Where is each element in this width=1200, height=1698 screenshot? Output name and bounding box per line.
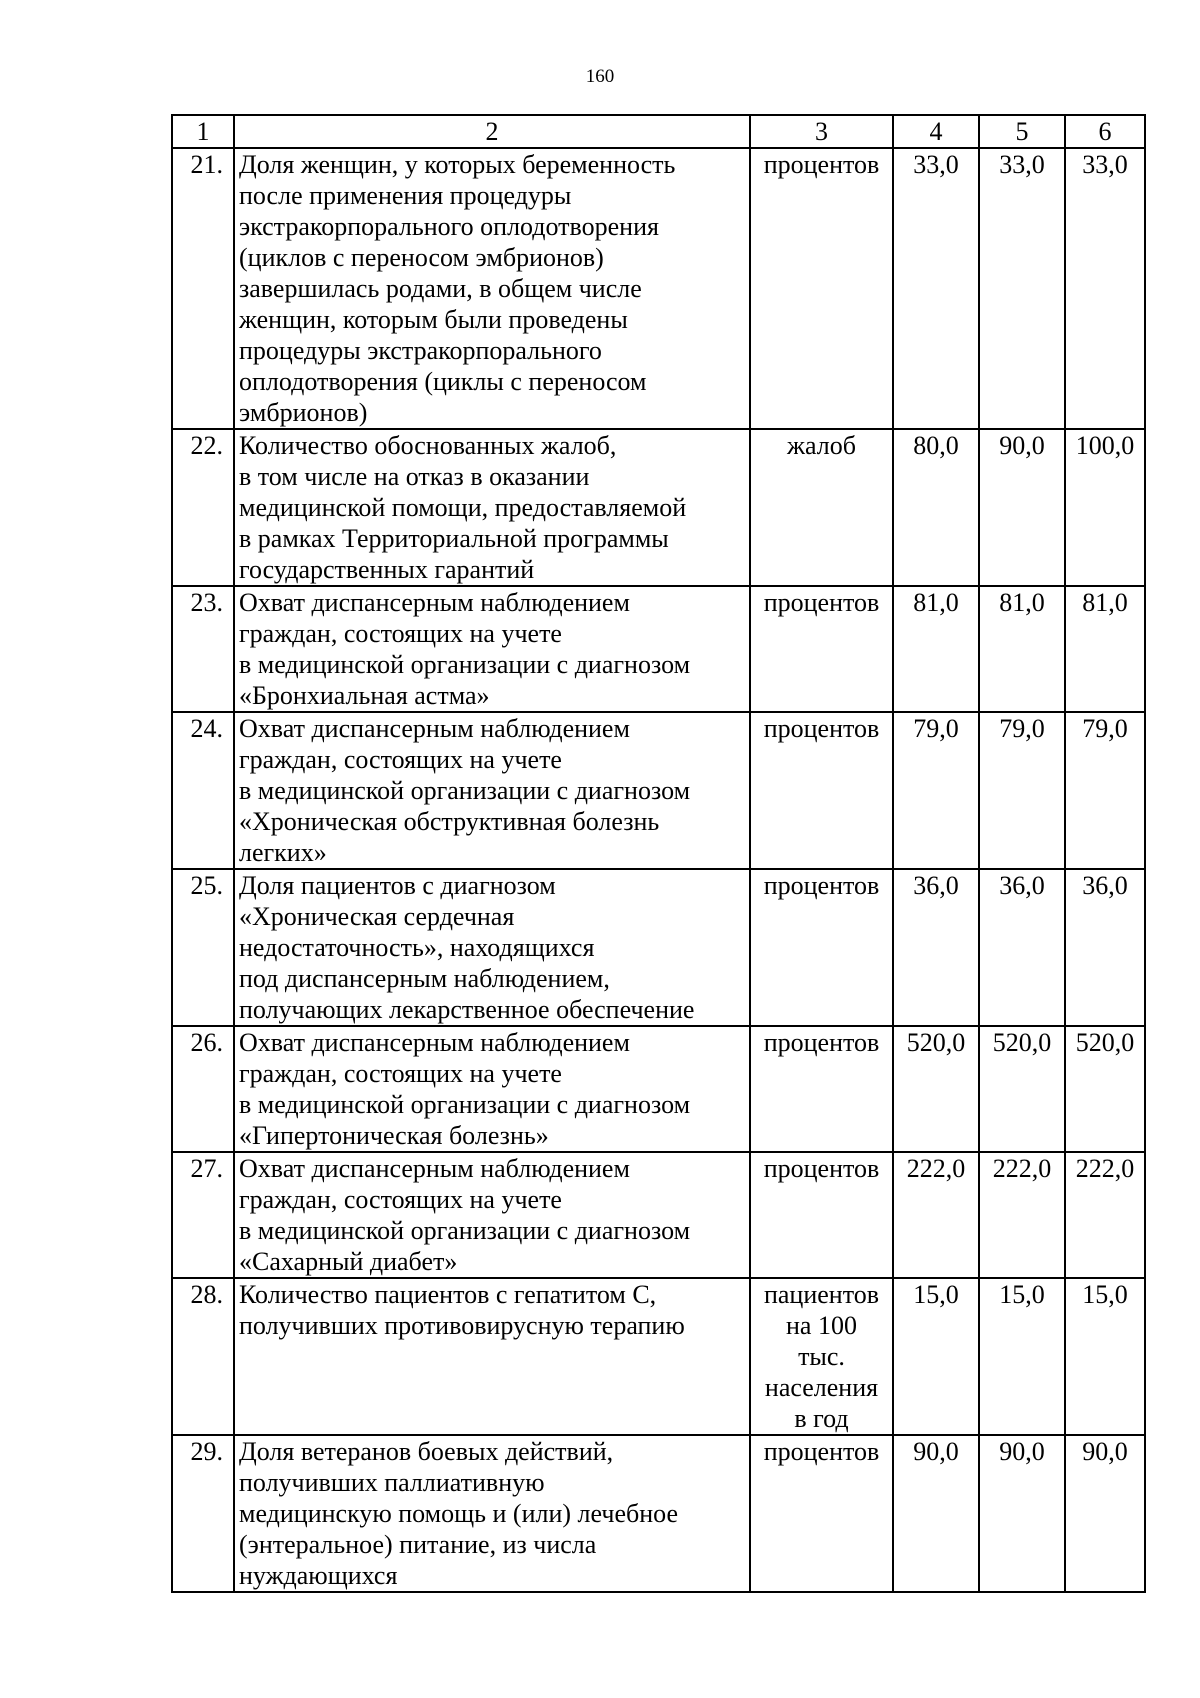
table-row — [172, 712, 1145, 869]
indicator-text-line: медицинскую помощь и (или) лечебное — [239, 1499, 679, 1528]
indicator-text-line: недостаточность», находящихся — [239, 933, 595, 962]
page-number: 160 — [585, 66, 615, 87]
indicators-table — [171, 114, 1146, 1593]
table-row — [172, 869, 1145, 1026]
table-row — [172, 429, 1145, 586]
indicator-text — [234, 586, 750, 712]
indicator-text-line: в медицинской организации с диагнозом — [239, 650, 691, 679]
table-header-row — [172, 115, 1145, 148]
value-col-4: 15,0 — [893, 1278, 979, 1435]
unit-of-measure — [750, 1278, 893, 1435]
row-number: 27. — [172, 1152, 234, 1278]
indicator-text-line: «Сахарный диабет» — [239, 1247, 458, 1276]
header-cell-6: 6 — [1065, 115, 1145, 148]
unit-line: пациентов — [763, 1280, 880, 1309]
unit-of-measure — [750, 148, 893, 429]
indicator-text-line: легких» — [239, 838, 327, 867]
indicator-text-line: получающих лекарственное обеспечение — [239, 995, 695, 1024]
indicator-text-line: оплодотворения (циклы с переносом — [239, 367, 647, 396]
value-col-4: 81,0 — [893, 586, 979, 712]
indicator-text-line: Охват диспансерным наблюдением — [239, 1028, 630, 1057]
value-col-6: 36,0 — [1065, 869, 1145, 1026]
indicator-text — [234, 869, 750, 1026]
indicator-text-line: Охват диспансерным наблюдением — [239, 1154, 630, 1183]
unit-line: процентов — [763, 1154, 880, 1183]
unit-line: населения — [764, 1373, 879, 1402]
row-number: 25. — [172, 869, 234, 1026]
unit-line: тыс. — [798, 1342, 845, 1371]
indicator-text — [234, 429, 750, 586]
unit-line: процентов — [763, 871, 880, 900]
value-col-5: 79,0 — [979, 712, 1065, 869]
indicator-text-line: медицинской помощи, предоставляемой — [239, 493, 687, 522]
indicator-text-line: «Хроническая сердечная — [239, 902, 515, 931]
table-row — [172, 148, 1145, 429]
value-col-4: 33,0 — [893, 148, 979, 429]
row-number: 23. — [172, 586, 234, 712]
row-number: 26. — [172, 1026, 234, 1152]
indicator-text-line: Количество обоснованных жалоб, — [239, 431, 617, 460]
value-col-5: 81,0 — [979, 586, 1065, 712]
indicator-text-line: в медицинской организации с диагнозом — [239, 776, 691, 805]
row-number: 21. — [172, 148, 234, 429]
value-col-6: 90,0 — [1065, 1435, 1145, 1592]
unit-line: процентов — [763, 588, 880, 617]
value-col-6: 79,0 — [1065, 712, 1145, 869]
indicator-text-line: женщин, которым были проведены — [239, 305, 628, 334]
unit-of-measure — [750, 586, 893, 712]
unit-line: процентов — [763, 1028, 880, 1057]
value-col-6: 15,0 — [1065, 1278, 1145, 1435]
indicator-text-line: (энтеральное) питание, из числа — [239, 1530, 597, 1559]
indicator-text-line: эмбрионов) — [239, 398, 368, 427]
value-col-4: 520,0 — [893, 1026, 979, 1152]
value-col-5: 36,0 — [979, 869, 1065, 1026]
header-cell-3: 3 — [750, 115, 893, 148]
indicator-text-line: получивших паллиативную — [239, 1468, 545, 1497]
value-col-5: 33,0 — [979, 148, 1065, 429]
indicator-text — [234, 1278, 750, 1435]
table-row — [172, 1278, 1145, 1435]
indicator-text-line: граждан, состоящих на учете — [239, 619, 562, 648]
header-cell-5: 5 — [979, 115, 1065, 148]
indicator-text-line: граждан, состоящих на учете — [239, 1059, 562, 1088]
row-number: 24. — [172, 712, 234, 869]
value-col-6: 81,0 — [1065, 586, 1145, 712]
value-col-6: 222,0 — [1065, 1152, 1145, 1278]
indicator-text-line: Доля ветеранов боевых действий, — [239, 1437, 614, 1466]
indicator-text — [234, 712, 750, 869]
unit-line: процентов — [763, 1437, 880, 1466]
header-cell-1: 1 — [172, 115, 234, 148]
indicator-text-line: получивших противовирусную терапию — [239, 1311, 685, 1340]
value-col-5: 90,0 — [979, 429, 1065, 586]
indicator-text-line: Доля пациентов с диагнозом — [239, 871, 556, 900]
unit-of-measure — [750, 429, 893, 586]
unit-of-measure — [750, 1152, 893, 1278]
unit-line: процентов — [763, 714, 880, 743]
indicator-text-line: процедуры экстракорпорального — [239, 336, 602, 365]
unit-line: процентов — [763, 150, 880, 179]
indicator-text-line: в медицинской организации с диагнозом — [239, 1216, 691, 1245]
indicator-text-line: Количество пациентов с гепатитом С, — [239, 1280, 657, 1309]
table-row — [172, 1152, 1145, 1278]
indicator-text — [234, 1152, 750, 1278]
value-col-4: 80,0 — [893, 429, 979, 586]
indicator-text-line: «Хроническая обструктивная болезнь — [239, 807, 660, 836]
value-col-4: 79,0 — [893, 712, 979, 869]
row-number: 28. — [172, 1278, 234, 1435]
indicator-text-line: завершилась родами, в общем числе — [239, 274, 642, 303]
indicator-text-line: Доля женщин, у которых беременность — [239, 150, 676, 179]
indicator-text-line: Охват диспансерным наблюдением — [239, 714, 630, 743]
value-col-6: 33,0 — [1065, 148, 1145, 429]
indicator-text-line: «Гипертоническая болезнь» — [239, 1121, 549, 1150]
indicator-text-line: (циклов с переносом эмбрионов) — [239, 243, 604, 272]
indicator-text-line: «Бронхиальная астма» — [239, 681, 490, 710]
table-row — [172, 586, 1145, 712]
indicator-text-line: под диспансерным наблюдением, — [239, 964, 610, 993]
value-col-5: 90,0 — [979, 1435, 1065, 1592]
unit-line: в год — [794, 1404, 849, 1433]
value-col-5: 222,0 — [979, 1152, 1065, 1278]
value-col-6: 100,0 — [1065, 429, 1145, 586]
value-col-5: 520,0 — [979, 1026, 1065, 1152]
indicator-text-line: в том числе на отказ в оказании — [239, 462, 590, 491]
value-col-4: 90,0 — [893, 1435, 979, 1592]
indicator-text-line: нуждающихся — [239, 1561, 398, 1590]
table-row — [172, 1435, 1145, 1592]
unit-of-measure — [750, 869, 893, 1026]
header-cell-4: 4 — [893, 115, 979, 148]
indicator-text-line: граждан, состоящих на учете — [239, 1185, 562, 1214]
value-col-4: 36,0 — [893, 869, 979, 1026]
indicator-text-line: в рамках Территориальной программы — [239, 524, 669, 553]
indicator-text-line: Охват диспансерным наблюдением — [239, 588, 630, 617]
value-col-5: 15,0 — [979, 1278, 1065, 1435]
value-col-6: 520,0 — [1065, 1026, 1145, 1152]
unit-of-measure — [750, 1435, 893, 1592]
indicator-text-line: граждан, состоящих на учете — [239, 745, 562, 774]
table-row — [172, 1026, 1145, 1152]
row-number: 29. — [172, 1435, 234, 1592]
value-col-4: 222,0 — [893, 1152, 979, 1278]
unit-line: на 100 — [786, 1311, 857, 1340]
unit-line: жалоб — [787, 431, 856, 460]
indicator-text-line: после применения процедуры — [239, 181, 572, 210]
indicator-text — [234, 1435, 750, 1592]
row-number: 22. — [172, 429, 234, 586]
indicator-text — [234, 1026, 750, 1152]
indicator-text-line: государственных гарантий — [239, 555, 535, 584]
indicator-text — [234, 148, 750, 429]
indicator-text-line: в медицинской организации с диагнозом — [239, 1090, 691, 1119]
unit-of-measure — [750, 712, 893, 869]
header-cell-2: 2 — [234, 115, 750, 148]
indicator-text-line: экстракорпорального оплодотворения — [239, 212, 659, 241]
unit-of-measure — [750, 1026, 893, 1152]
